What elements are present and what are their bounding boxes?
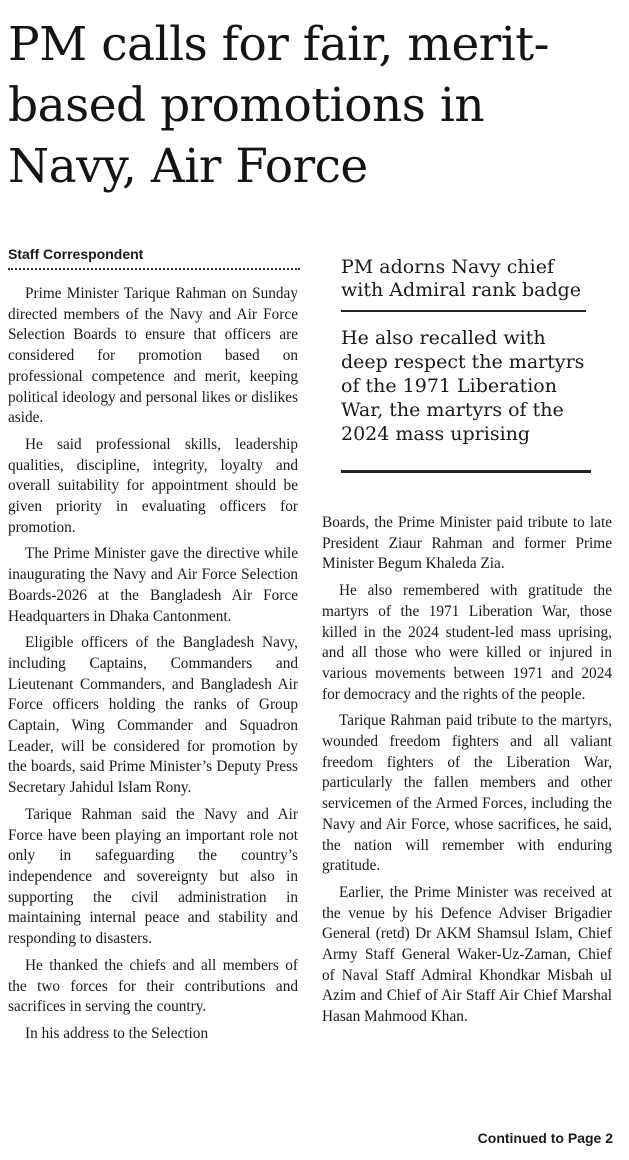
paragraph: Boards, the Prime Minister paid tribute to late President Ziaur Rahman and former Prime Minister Begum Khaleda Zia. (322, 514, 612, 573)
pull-quote: He also recalled with deep respect the martyrs of the 1971 Liberation War, the martyrs of the 2024 mass uprising (341, 326, 591, 473)
sidebar-subhead: PM adorns Navy chief with Admiral rank badge (341, 256, 586, 312)
article-column-2 (322, 513, 612, 1034)
paragraph: He thanked the chiefs and all members of the two forces for their contributions and sacrifices in serving the country. (8, 956, 298, 1016)
headline: PM calls for fair, merit-based promotions in Navy, Air Force (8, 17, 550, 194)
paragraph: He also remembered with gratitude the martyrs of the 1971 Liberation War, those killed in the 2024 student-led mass uprising, and all those who were killed or injured in various movements between 1971 and 2024 for democracy and the rights of the people. (322, 582, 612, 703)
paragraph: He said professional skills, leadership qualities, discipline, integrity, loyalty and overall suitability for appointment should be given priority in evaluating officers for promotion. (8, 435, 298, 536)
paragraph: Prime Minister Tarique Rahman on Sunday directed members of the Navy and Air Force Selection Boards to ensure that officers are considered for promotion based on professional competence and merit, keeping political ideology and personal likes or dislikes aside. (8, 285, 298, 427)
paragraph: Eligible officers of the Bangladesh Navy, including Captains, Commanders and Lieutenant Commanders, and Bangladesh Air Force officers holding the ranks of Group Captain, Wing Commander and Squadron Leader, will be considered for promotion by the boards, said Prime Minister’s Deputy Press Secretary Jahidul Islam Rony. (8, 634, 298, 797)
paragraph: Tarique Rahman said the Navy and Air Force have been playing an important role not only in safeguarding the country’s independence and sovereignty but also in supporting the civil administration in maintaining internal peace and stability and responding to disasters. (8, 805, 298, 948)
paragraph: Tarique Rahman paid tribute to the martyrs, wounded freedom fighters and all valiant freedom fighters of the Liberation War, particularly the fallen members and other servicemen of the Armed Forces, including the Navy and Air Force, whose sacrifices, he said, the nation will remember with enduring gratitude. (322, 712, 612, 875)
byline: Staff Correspondent (8, 246, 300, 270)
continued-link[interactable]: Continued to Page 2 (477, 1130, 613, 1146)
paragraph: The Prime Minister gave the directive while inaugurating the Navy and Air Force Selection Boards-2026 at the Bangladesh Air Force Headquarters in Dhaka Cantonment. (8, 545, 298, 625)
article-column-1 (8, 284, 298, 1051)
sidebar (341, 256, 603, 473)
paragraph: Earlier, the Prime Minister was received at the venue by his Defence Adviser Brigadier General (retd) Dr AKM Shamsul Islam, Chief Army Staff General Waker-Uz-Zaman, Chief of Naval Staff Admiral Khondkar Misbah ul Azim and Chief of Air Staff Air Chief Marshal Hasan Mahmood Khan. (322, 883, 612, 1026)
paragraph: In his address to the Selection (25, 1024, 209, 1042)
